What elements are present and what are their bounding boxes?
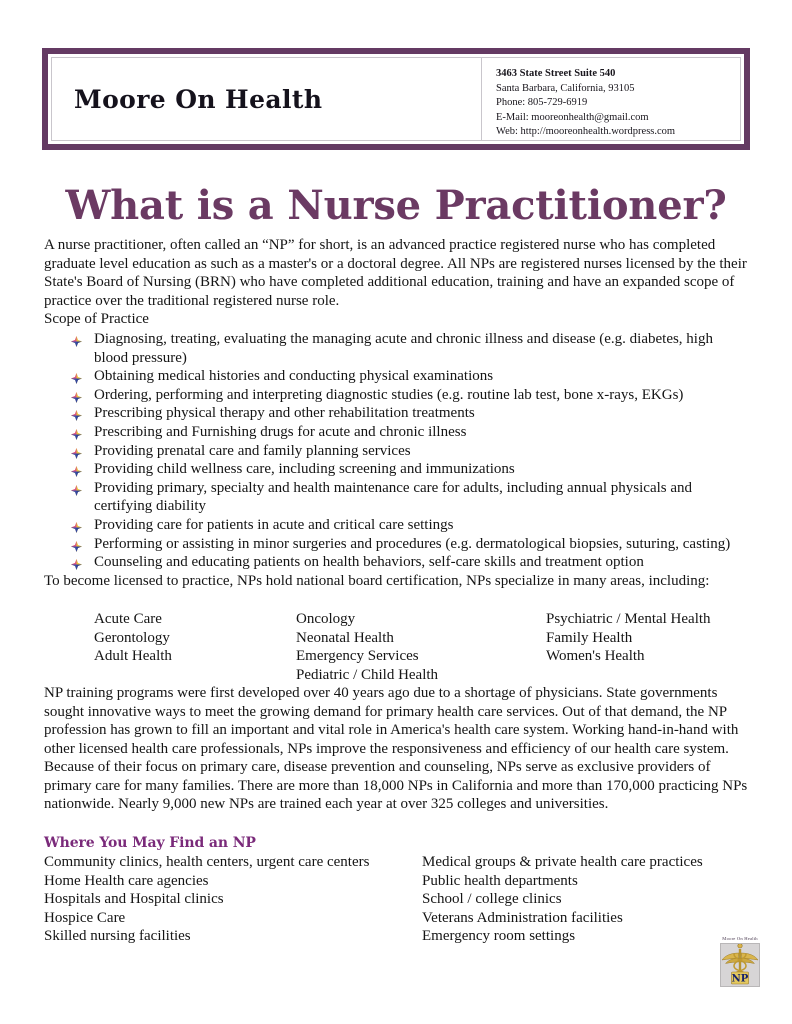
specialties-column-1 (94, 610, 296, 684)
arrow-bullet-icon (71, 539, 82, 550)
where-item: Public health departments (422, 872, 578, 889)
scope-of-practice-label: Scope of Practice (44, 311, 149, 328)
specialty-item: Neonatal Health (296, 629, 394, 646)
intro-paragraph: A nurse practitioner, often called an “NP” for short, is an advanced practice registered nurse who has completed graduate level education as such as a master's or a doctoral degree. All NPs are registered nurses licensed by the their State's Board of Nursing (BRN) who have completed additional education, training and have an expanded scope of practice over the traditional registered nurse role. (44, 237, 747, 309)
list-item-text: Obtaining medical histories and conducting physical examinations (94, 368, 494, 385)
list-item-text: Counseling and educating patients on health behaviors, self-care skills and treatment option (94, 554, 644, 571)
list-item-text: Performing or assisting in minor surgeries and procedures (e.g. dermatological biopsies, suturing, casting) (94, 535, 731, 552)
arrow-bullet-icon (71, 483, 82, 494)
specialty-item: Pediatric / Child Health (296, 666, 439, 683)
list-item (44, 423, 750, 442)
arrow-bullet-icon (71, 464, 82, 475)
where-item: Skilled nursing facilities (44, 928, 191, 945)
specialties-columns (44, 610, 750, 684)
svg-text:NP: NP (731, 973, 749, 985)
list-item (44, 479, 750, 516)
where-item: Community clinics, health centers, urgent care centers (44, 854, 370, 871)
list-item (44, 330, 750, 367)
list-item (44, 460, 750, 479)
where-item: School / college clinics (422, 891, 562, 908)
list-item-text: Providing care for patients in acute and critical care settings (94, 516, 454, 533)
list-item (44, 516, 750, 535)
scope-of-practice-list (44, 330, 750, 572)
footer-logo-block (712, 936, 768, 987)
where-item: Emergency room settings (422, 928, 576, 945)
letterhead-banner (42, 48, 750, 150)
arrow-bullet-icon (71, 520, 82, 531)
where-item: Home Health care agencies (44, 872, 209, 889)
specialties-column-2 (296, 610, 546, 684)
where-item: Medical groups & private health care practices (422, 854, 703, 871)
list-item-text: Providing prenatal care and family planning services (94, 442, 411, 459)
arrow-bullet-icon (71, 427, 82, 438)
specialty-item: Psychiatric / Mental Health (546, 611, 711, 628)
document-body (44, 236, 750, 946)
training-paragraph: NP training programs were first developed over 40 years ago due to a shortage of physicians. State governments sought innovative ways to meet the growing demand for primary health care services. Out of that demand, the NP profession has grown to fill an important and vital role in America's health care system. Working hand-in-hand with other licensed health care professionals, NPs improve the responsiveness and efficiency of our health care system. Because of their focus on primary care, disease prevention and counseling, NPs serve as exclusive providers of primary care for many families. There are more than 18,000 NPs in California and more than 170,000 practicing NPs nationwide. Nearly 9,000 new NPs are trained each year at over 325 colleges and universities. (44, 684, 748, 813)
list-item-text: Prescribing and Furnishing drugs for acute and chronic illness (94, 423, 467, 440)
where-to-find-columns (44, 853, 750, 946)
specialty-item: Oncology (296, 611, 356, 628)
where-to-find-heading: Where You May Find an NP (44, 835, 256, 852)
specialty-item: Emergency Services (296, 648, 419, 665)
arrow-bullet-icon (71, 390, 82, 401)
list-item-text: Prescribing physical therapy and other rehabilitation treatments (94, 405, 475, 422)
arrow-bullet-icon (71, 371, 82, 382)
list-item-text: Providing child wellness care, including screening and immunizations (94, 461, 515, 478)
list-item (44, 386, 750, 405)
list-item (44, 442, 750, 461)
list-item (44, 367, 750, 386)
letterhead-brand-cell (52, 58, 482, 140)
list-item-text: Providing primary, specialty and health maintenance care for adults, including annual physicals and certifying diability (94, 479, 693, 515)
specialty-item: Acute Care (94, 611, 162, 628)
specialty-item: Family Health (546, 629, 633, 646)
page-title: What is a Nurse Practitioner? (65, 182, 727, 229)
letterhead-inner-frame (51, 57, 741, 141)
brand-name: Moore On Health (74, 84, 323, 114)
list-item (44, 553, 750, 572)
list-item (44, 404, 750, 423)
contact-website[interactable]: Web: http://mooreonhealth.wordpress.com (496, 126, 676, 138)
where-column-right (422, 853, 750, 946)
where-column-left (44, 853, 422, 946)
where-item: Veterans Administration facilities (422, 909, 623, 926)
specialty-item: Adult Health (94, 648, 172, 665)
letterhead-contact-cell (482, 58, 740, 140)
contact-phone: Phone: 805-729-6919 (496, 97, 588, 109)
contact-email[interactable]: E-Mail: mooreonhealth@gmail.com (496, 111, 649, 123)
arrow-bullet-icon (71, 446, 82, 457)
licensure-paragraph: To become licensed to practice, NPs hold national board certification, NPs specialize in many areas, including: (44, 572, 710, 589)
where-item: Hospitals and Hospital clinics (44, 891, 224, 908)
specialty-item: Women's Health (546, 648, 645, 665)
arrow-bullet-icon (71, 557, 82, 568)
specialties-column-3 (546, 610, 750, 684)
arrow-bullet-icon (71, 334, 82, 345)
list-item-text: Ordering, performing and interpreting diagnostic studies (e.g. routine lab test, bone x-rays, EKGs) (94, 386, 684, 403)
logo-caption: Moore On Health (722, 936, 758, 941)
specialty-item: Gerontology (94, 629, 170, 646)
list-item (44, 535, 750, 554)
list-item-text: Diagnosing, treating, evaluating the managing acute and chronic illness and disease (e.g. diabetes, high blood pressure) (94, 330, 713, 366)
where-item: Hospice Care (44, 909, 126, 926)
arrow-bullet-icon (71, 408, 82, 419)
caduceus-np-pin-icon (720, 943, 760, 987)
contact-address-line-2: Santa Barbara, California, 93105 (496, 82, 635, 94)
contact-address-line-1: 3463 State Street Suite 540 (496, 68, 616, 79)
